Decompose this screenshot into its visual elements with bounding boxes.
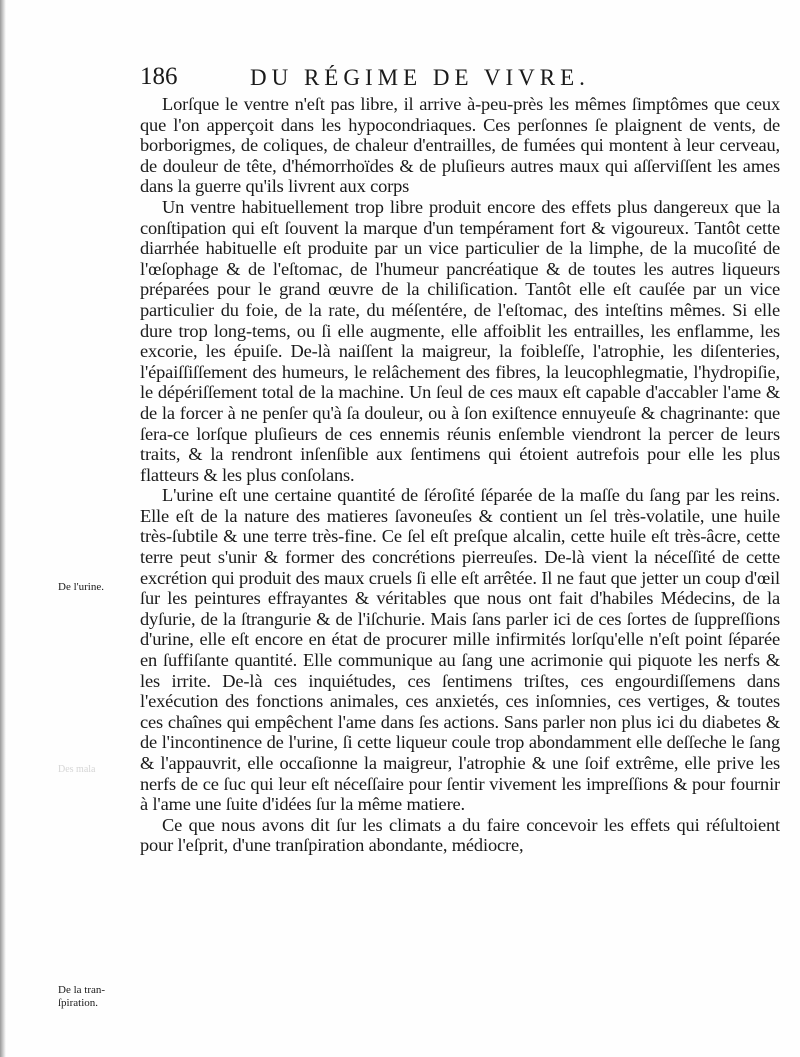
running-head: DU RÉGIME DE VIVRE. — [250, 65, 590, 90]
page-header — [140, 60, 640, 94]
page-edge-shadow — [0, 0, 6, 1057]
margin-note-transpiration-line1: De la tran- — [58, 984, 106, 996]
body-text — [140, 94, 780, 856]
margin-note-urine: De l'urine. — [58, 581, 104, 593]
margin-note-transpiration — [58, 984, 136, 1010]
margin-note-faint: Des mala — [58, 764, 96, 775]
paragraph-transpiration: Ce que nous avons dit ſur les climats a du faire concevoir les effets qui réſultoient pour l'eſprit, d'une tranſpiration abondante, médiocre, — [140, 814, 780, 856]
paragraph-urine: L'urine eſt une certaine quantité de ſéroſité ſéparée de la maſſe du ſang par les reins. Elle eſt de la nature des matieres ſavoneuſes & contient un ſel très-volatile, une huile très-ſubtile & une terre très-fine. Ce ſel eſt preſque alcalin, cette huile eſt très-âcre, cette terre peut s'unir & former des concrétions pierreuſes. De-là vient la néceſſité de cette excrétion qui produit des maux cruels ſi elle eſt arrêtée. Il ne faut que jetter un coup d'œil ſur les peintures effrayantes & véritables que nous ont fait d'habiles Médecins, de la dyſurie, de la ſtrangurie & de l'iſchurie. Mais ſans parler ici de ces ſortes de ſuppreſſions d'urine, elle eſt encore en état de procurer mille infirmités lorſqu'elle n'eſt point ſéparée en ſuffiſante quantité. Elle communique au ſang une acrimonie qui piquote les nerfs & les irrite. De-là ces inquiétudes, ces ſentimens triſtes, ces engourdiſſemens dans l'exécution des fonctions animales, ces anxietés, ces inſomnies, ces vertiges, & toutes ces chaînes qui empêchent l'ame dans ſes actions. Sans parler non plus ici du diabetes & de l'incontinence de l'urine, ſi cette liqueur coule trop abondamment elle deſſeche le ſang & l'appauvrit, elle occaſionne la maigreur, l'atrophie & une ſoif extrême, elle prive les nerfs de ce ſuc qui leur eſt néceſſaire pour ſentir vivement les impreſſions & pour fournir à l'ame une ſuite d'idées ſur la même matiere. — [140, 485, 780, 815]
paragraph-diarrhee: Un ventre habituellement trop libre produit encore des effets plus dangereux que la conſtipation qui eſt ſouvent la marque d'un tempérament fort & vigoureux. Tantôt cette diarrhée habituelle eſt produite par un vice particulier de la limphe, de la mucoſité de l'œſophage & de l'eſtomac, de l'humeur pancréatique & de toutes les autres liqueurs préparées pour le grand œuvre de la chiliſication. Tantôt elle eſt cauſée par un vice particulier du foie, de la rate, du méſentére, de l'eſtomac, des inteſtins mêmes. Si elle dure trop long-tems, ou ſi elle augmente, elle affoiblit les entrailles, les enflamme, les excorie, les épuiſe. De-là naiſſent la maigreur, la foibleſſe, l'atrophie, les diſenteries, l'épaiſſiſſement des humeurs, le relâchement des fibres, la leucophlegmatie, l'hydropiſie, le dépériſſement total de la machine. Un ſeul de ces maux eſt capable d'accabler l'ame & de la forcer à ne penſer qu'à ſa douleur, ou à ſon exiſtence ennuyeuſe & chagrinante: que ſera-ce lorſque pluſieurs de ces ennemis réunis enſemble viendront la percer de leurs traits, & la rendront inſenſible aux ſentimens qui étoient autrefois pour elle les plus flatteurs & les plus conſolans. — [140, 196, 780, 485]
margin-note-transpiration-line2: ſpiration. — [58, 997, 99, 1009]
page-number: 186 — [140, 63, 178, 90]
paragraph-constipation: Lorſque le ventre n'eſt pas libre, il arrive à-peu-près les mêmes ſimptômes que ceux que l'on apperçoit dans les hypocondriaques. Ces perſonnes ſe plaignent de vents, de borborigmes, de coliques, de chaleur d'entrailles, de fumées qui montent à leur cerveau, de douleur de tête, d'hémorrhoïdes & de pluſieurs autres maux qui aſſerviſſent les ames dans la guerre qu'ils livrent aux corps — [140, 94, 780, 197]
